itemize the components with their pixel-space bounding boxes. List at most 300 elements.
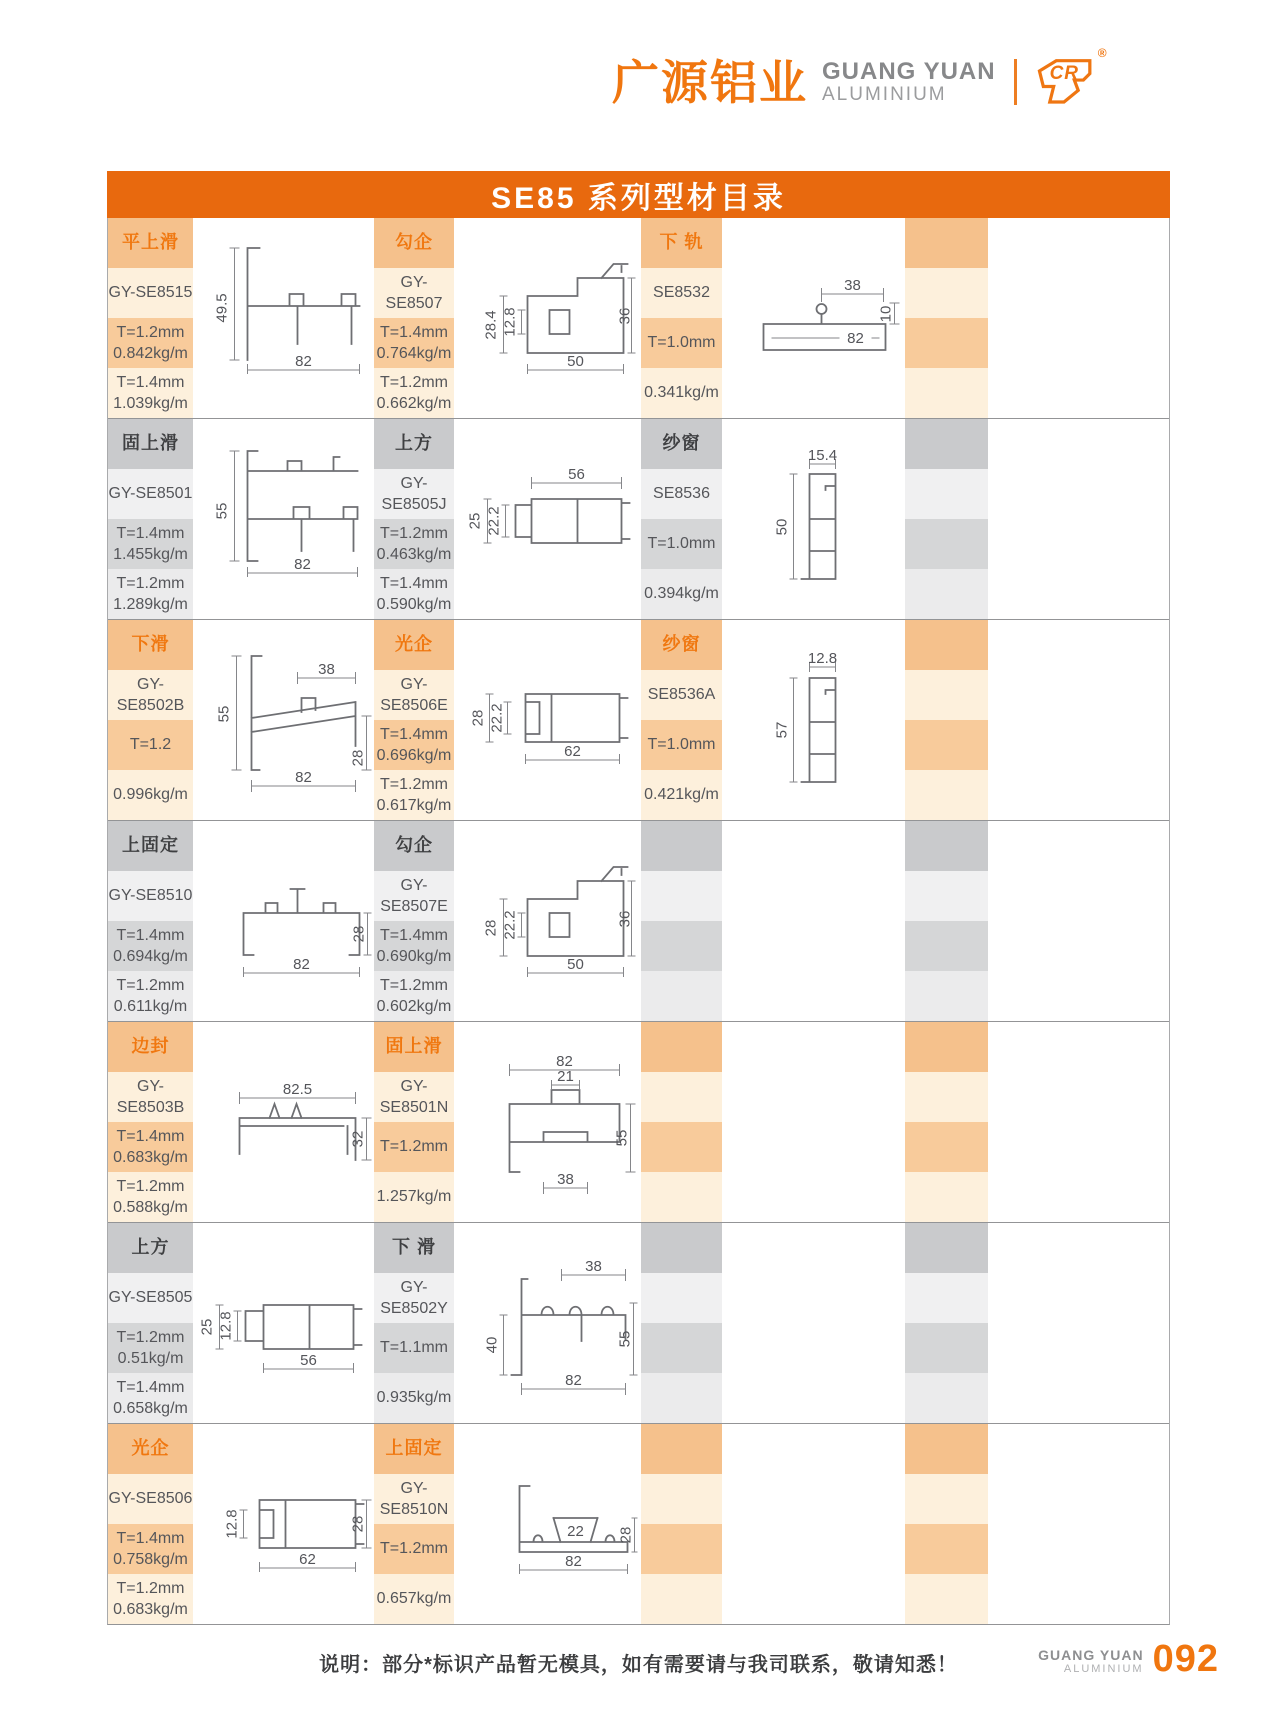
svg-text:55: 55 bbox=[215, 705, 233, 723]
profile-spec bbox=[108, 971, 193, 1021]
spec-line: 1.039kg/m bbox=[113, 395, 188, 412]
profile-category: 光企 bbox=[108, 1424, 193, 1474]
spec-line: 0.394kg/m bbox=[644, 585, 719, 603]
profile-spec bbox=[108, 770, 193, 820]
cross-section-drawing bbox=[193, 1223, 374, 1423]
profile-labels bbox=[108, 1424, 193, 1624]
empty-band bbox=[905, 1072, 988, 1122]
cross-section-drawing bbox=[454, 1223, 641, 1423]
profile-spec bbox=[374, 1574, 454, 1624]
svg-text:82: 82 bbox=[847, 330, 864, 347]
empty-drawing-area bbox=[988, 419, 1169, 619]
footer-brand-line2: ALUMINIUM bbox=[1063, 1663, 1144, 1676]
profile-category: 边封 bbox=[108, 1022, 193, 1072]
empty-band bbox=[905, 821, 988, 871]
empty-band bbox=[641, 1022, 722, 1072]
profile-spec bbox=[108, 1373, 193, 1423]
profile-drawing bbox=[454, 821, 641, 1021]
cross-section-drawing bbox=[193, 1424, 374, 1624]
profile-drawing bbox=[193, 1223, 374, 1423]
profile-spec bbox=[108, 569, 193, 619]
empty-band bbox=[905, 569, 988, 619]
svg-text:22.2: 22.2 bbox=[501, 910, 519, 940]
svg-text:32: 32 bbox=[349, 1130, 367, 1148]
brand-english-name bbox=[822, 59, 996, 104]
profile-labels-empty bbox=[905, 1424, 988, 1624]
profile-labels bbox=[108, 1223, 193, 1423]
svg-text:28: 28 bbox=[469, 709, 487, 727]
spec-line: T=1.0mm bbox=[647, 736, 716, 754]
empty-band bbox=[905, 1223, 988, 1273]
empty-band bbox=[905, 1373, 988, 1423]
spec-line: 0.421kg/m bbox=[644, 786, 719, 804]
brand-english-line1: GUANG YUAN bbox=[822, 58, 996, 86]
svg-text:21: 21 bbox=[557, 1068, 574, 1085]
empty-band bbox=[905, 1122, 988, 1172]
empty-band bbox=[905, 620, 988, 670]
empty-band bbox=[641, 1474, 722, 1524]
spec-line: T=1.2mm bbox=[379, 373, 448, 391]
svg-text:36: 36 bbox=[616, 307, 634, 325]
empty-drawing-area bbox=[722, 1022, 905, 1222]
cross-section-drawing bbox=[454, 620, 641, 820]
profile-spec bbox=[374, 971, 454, 1021]
cross-section-drawing bbox=[454, 821, 641, 1021]
empty-band bbox=[905, 268, 988, 318]
profile-category: 纱窗 bbox=[641, 419, 722, 469]
svg-text:55: 55 bbox=[616, 1330, 634, 1348]
empty-band bbox=[641, 1424, 722, 1474]
svg-text:82.5: 82.5 bbox=[282, 1081, 313, 1098]
profile-spec bbox=[374, 519, 454, 569]
spec-line: T=1.2mm bbox=[379, 976, 448, 994]
profile-labels bbox=[374, 620, 454, 820]
profile-labels bbox=[108, 419, 193, 619]
spec-line: T=1.2mm bbox=[116, 976, 185, 994]
svg-text:25: 25 bbox=[466, 512, 484, 530]
cross-section-drawing bbox=[722, 218, 905, 418]
svg-text:12.8: 12.8 bbox=[217, 1311, 235, 1341]
catalog-row-6 bbox=[108, 1223, 1169, 1424]
empty-band bbox=[641, 1574, 722, 1624]
spec-line: 0.658kg/m bbox=[113, 1400, 188, 1417]
svg-text:12.8: 12.8 bbox=[807, 650, 838, 667]
profile-labels bbox=[374, 218, 454, 418]
profile-category: 上方 bbox=[108, 1223, 193, 1273]
spec-line: T=1.0mm bbox=[647, 535, 716, 553]
empty-band bbox=[905, 1524, 988, 1574]
spec-line: T=1.2mm bbox=[379, 775, 448, 793]
svg-text:82: 82 bbox=[293, 956, 310, 973]
empty-drawing-area bbox=[722, 1424, 905, 1624]
spec-line: T=1.4mm bbox=[379, 725, 448, 743]
empty-drawing-area bbox=[988, 620, 1169, 820]
catalog-row-2 bbox=[108, 419, 1169, 620]
cross-section-drawing bbox=[193, 218, 374, 418]
spec-line: T=1.2mm bbox=[116, 1328, 185, 1346]
profile-spec bbox=[374, 569, 454, 619]
empty-band bbox=[641, 1323, 722, 1373]
svg-text:82: 82 bbox=[295, 353, 312, 370]
profile-labels bbox=[374, 821, 454, 1021]
svg-text:50: 50 bbox=[567, 956, 584, 973]
profile-spec bbox=[374, 720, 454, 770]
svg-text:62: 62 bbox=[564, 743, 581, 760]
profile-labels bbox=[108, 620, 193, 820]
svg-text:56: 56 bbox=[568, 466, 585, 483]
profile-labels-empty bbox=[905, 218, 988, 418]
profile-spec bbox=[641, 720, 722, 770]
profile-spec bbox=[108, 1122, 193, 1172]
profile-labels bbox=[641, 419, 722, 619]
profile-spec bbox=[108, 1172, 193, 1222]
profile-drawing bbox=[722, 620, 905, 820]
empty-band bbox=[905, 720, 988, 770]
spec-line: T=1.0mm bbox=[647, 334, 716, 352]
spec-line: 1.455kg/m bbox=[113, 546, 188, 563]
empty-band bbox=[641, 871, 722, 921]
profile-labels bbox=[374, 1424, 454, 1624]
profile-category: 下滑 bbox=[108, 620, 193, 670]
profile-code: SE8536 bbox=[641, 469, 722, 519]
empty-band bbox=[641, 821, 722, 871]
profile-labels-empty bbox=[905, 1223, 988, 1423]
svg-text:56: 56 bbox=[300, 1352, 317, 1369]
svg-text:22.2: 22.2 bbox=[488, 703, 506, 733]
empty-band bbox=[905, 419, 988, 469]
spec-line: T=1.2mm bbox=[116, 323, 185, 341]
empty-band bbox=[905, 1022, 988, 1072]
empty-drawing-area bbox=[988, 821, 1169, 1021]
profile-spec bbox=[641, 519, 722, 569]
cross-section-drawing bbox=[454, 218, 641, 418]
empty-band bbox=[641, 1122, 722, 1172]
profile-code: GY-SE8505J bbox=[374, 469, 454, 519]
profile-spec bbox=[641, 368, 722, 418]
empty-drawing-area bbox=[988, 1424, 1169, 1624]
catalog-row-5 bbox=[108, 1022, 1169, 1223]
profile-drawing bbox=[193, 620, 374, 820]
svg-text:55: 55 bbox=[613, 1129, 631, 1147]
svg-text:57: 57 bbox=[773, 721, 791, 739]
spec-line: T=1.2mm bbox=[379, 1138, 448, 1156]
empty-band bbox=[905, 318, 988, 368]
profile-spec bbox=[641, 569, 722, 619]
profile-drawing bbox=[193, 218, 374, 418]
profile-code: GY-SE8507 bbox=[374, 268, 454, 318]
profile-category: 平上滑 bbox=[108, 218, 193, 268]
profile-labels bbox=[108, 218, 193, 418]
svg-text:82: 82 bbox=[295, 769, 312, 786]
svg-text:82: 82 bbox=[556, 1053, 573, 1070]
profile-code: SE8532 bbox=[641, 268, 722, 318]
profile-labels-empty bbox=[641, 821, 722, 1021]
profile-labels bbox=[641, 620, 722, 820]
empty-band bbox=[905, 871, 988, 921]
cross-section-drawing bbox=[454, 1022, 641, 1222]
profile-spec bbox=[108, 318, 193, 368]
svg-text:38: 38 bbox=[585, 1258, 602, 1275]
spec-line: 0.662kg/m bbox=[376, 395, 452, 412]
svg-text:12.8: 12.8 bbox=[223, 1509, 241, 1539]
spec-line: 0.683kg/m bbox=[113, 1149, 188, 1166]
empty-band bbox=[905, 770, 988, 820]
spec-line: 0.758kg/m bbox=[113, 1551, 188, 1568]
profile-drawing bbox=[722, 218, 905, 418]
profile-spec bbox=[641, 318, 722, 368]
profile-drawing bbox=[722, 419, 905, 619]
profile-code: GY-SE8505 bbox=[108, 1273, 193, 1323]
spec-line: T=1.4mm bbox=[116, 1529, 185, 1547]
header-divider bbox=[1014, 59, 1017, 105]
profile-labels bbox=[374, 1223, 454, 1423]
empty-band bbox=[641, 1524, 722, 1574]
profile-category: 上固定 bbox=[374, 1424, 454, 1474]
brand-english-line2: ALUMINIUM bbox=[822, 83, 947, 105]
profile-category: 纱窗 bbox=[641, 620, 722, 670]
profile-labels-empty bbox=[905, 1022, 988, 1222]
svg-text:55: 55 bbox=[213, 502, 231, 520]
empty-drawing-area bbox=[722, 1223, 905, 1423]
empty-band bbox=[905, 921, 988, 971]
svg-text:50: 50 bbox=[773, 518, 791, 536]
profile-spec bbox=[374, 1323, 454, 1373]
profile-labels-empty bbox=[641, 1022, 722, 1222]
empty-band bbox=[905, 469, 988, 519]
profile-spec bbox=[374, 1122, 454, 1172]
profile-code: GY-SE8506 bbox=[108, 1474, 193, 1524]
spec-line: T=1.4mm bbox=[116, 926, 185, 944]
spec-line: 0.690kg/m bbox=[376, 948, 452, 965]
profile-category: 上固定 bbox=[108, 821, 193, 871]
spec-line: 0.842kg/m bbox=[113, 345, 188, 362]
profile-drawing bbox=[193, 419, 374, 619]
profile-spec bbox=[108, 1323, 193, 1373]
cross-section-drawing bbox=[193, 620, 374, 820]
empty-band bbox=[905, 1574, 988, 1624]
cross-section-drawing bbox=[193, 1022, 374, 1222]
profile-labels bbox=[374, 419, 454, 619]
svg-text:50: 50 bbox=[567, 353, 584, 370]
profile-category: 勾企 bbox=[374, 821, 454, 871]
spec-line: 0.657kg/m bbox=[376, 1590, 452, 1608]
profile-category: 固上滑 bbox=[108, 419, 193, 469]
empty-band bbox=[905, 1474, 988, 1524]
empty-band bbox=[641, 971, 722, 1021]
profile-spec bbox=[374, 318, 454, 368]
svg-text:82: 82 bbox=[565, 1372, 582, 1389]
empty-drawing-area bbox=[988, 1223, 1169, 1423]
svg-text:28: 28 bbox=[617, 1526, 635, 1544]
svg-text:36: 36 bbox=[616, 910, 634, 928]
catalog-row-7 bbox=[108, 1424, 1169, 1624]
page-header bbox=[612, 44, 1107, 120]
page-number: 092 bbox=[1152, 1638, 1219, 1680]
catalog bbox=[107, 171, 1170, 1625]
registered-trademark: ® bbox=[1097, 46, 1107, 60]
profile-drawing bbox=[454, 1022, 641, 1222]
spec-line: T=1.2mm bbox=[379, 524, 448, 542]
profile-drawing bbox=[454, 620, 641, 820]
profile-category: 下 轨 bbox=[641, 218, 722, 268]
svg-text:22: 22 bbox=[567, 1523, 584, 1540]
profile-labels-empty bbox=[641, 1223, 722, 1423]
spec-line: T=1.1mm bbox=[379, 1339, 448, 1357]
cross-section-drawing bbox=[454, 1424, 641, 1624]
svg-text:25: 25 bbox=[198, 1318, 216, 1336]
profile-labels-empty bbox=[905, 821, 988, 1021]
spec-line: 0.694kg/m bbox=[113, 948, 188, 965]
profile-category: 下 滑 bbox=[374, 1223, 454, 1273]
spec-line: 0.683kg/m bbox=[113, 1601, 188, 1618]
profile-labels bbox=[374, 1022, 454, 1222]
profile-labels bbox=[641, 218, 722, 418]
profile-labels bbox=[108, 821, 193, 1021]
empty-band bbox=[641, 1273, 722, 1323]
spec-line: T=1.2mm bbox=[116, 1177, 185, 1195]
footer-brand-line1: GUANG YUAN bbox=[1038, 1646, 1144, 1663]
empty-band bbox=[905, 1323, 988, 1373]
footer-page-block bbox=[1038, 1638, 1219, 1681]
spec-line: 0.996kg/m bbox=[113, 786, 188, 804]
profile-spec bbox=[374, 770, 454, 820]
spec-line: 0.463kg/m bbox=[376, 546, 452, 563]
profile-spec bbox=[374, 921, 454, 971]
spec-line: 0.588kg/m bbox=[113, 1199, 188, 1216]
footer-brand bbox=[1038, 1648, 1143, 1675]
spec-line: T=1.4mm bbox=[116, 373, 185, 391]
empty-band bbox=[641, 1172, 722, 1222]
profile-category: 上方 bbox=[374, 419, 454, 469]
spec-line: 0.341kg/m bbox=[644, 384, 719, 402]
profile-code: GY-SE8506E bbox=[374, 670, 454, 720]
spec-line: T=1.2mm bbox=[379, 1540, 448, 1558]
spec-line: 0.696kg/m bbox=[376, 747, 452, 764]
profile-spec bbox=[374, 1172, 454, 1222]
cross-section-drawing bbox=[454, 419, 641, 619]
catalog-title: SE85 系列型材目录 bbox=[107, 171, 1170, 218]
cross-section-drawing bbox=[193, 821, 374, 1021]
profile-spec bbox=[108, 368, 193, 418]
empty-drawing-area bbox=[722, 821, 905, 1021]
svg-text:40: 40 bbox=[483, 1336, 501, 1354]
spec-line: T=1.4mm bbox=[379, 323, 448, 341]
profile-spec bbox=[108, 1524, 193, 1574]
svg-text:15.4: 15.4 bbox=[807, 447, 838, 464]
profile-labels-empty bbox=[905, 620, 988, 820]
spec-line: T=1.4mm bbox=[379, 574, 448, 592]
spec-line: 0.764kg/m bbox=[376, 345, 452, 362]
profile-labels-empty bbox=[905, 419, 988, 619]
svg-text:28: 28 bbox=[349, 749, 367, 767]
profile-spec bbox=[641, 770, 722, 820]
svg-text:62: 62 bbox=[299, 1551, 316, 1568]
profile-labels bbox=[108, 1022, 193, 1222]
footer-note: 说明：部分*标识产品暂无模具，如有需要请与我司联系，敬请知悉！ bbox=[319, 1654, 958, 1676]
profile-drawing bbox=[193, 1424, 374, 1624]
profile-category: 固上滑 bbox=[374, 1022, 454, 1072]
profile-drawing bbox=[193, 1022, 374, 1222]
logo-letters: CR bbox=[1049, 63, 1080, 84]
svg-text:28: 28 bbox=[349, 1515, 367, 1533]
profile-drawing bbox=[454, 218, 641, 418]
cross-section-drawing bbox=[193, 419, 374, 619]
spec-line: 1.289kg/m bbox=[113, 596, 188, 613]
svg-text:49.5: 49.5 bbox=[213, 293, 231, 323]
catalog-row-4 bbox=[108, 821, 1169, 1022]
catalog-grid bbox=[107, 218, 1170, 1625]
profile-code: GY-SE8503B bbox=[108, 1072, 193, 1122]
spec-line: T=1.2 bbox=[129, 736, 172, 754]
svg-text:38: 38 bbox=[844, 277, 861, 294]
profile-category: 光企 bbox=[374, 620, 454, 670]
profile-labels-empty bbox=[641, 1424, 722, 1624]
empty-drawing-area bbox=[988, 218, 1169, 418]
spec-line: 1.257kg/m bbox=[376, 1188, 452, 1206]
profile-spec bbox=[374, 1524, 454, 1574]
profile-drawing bbox=[454, 1223, 641, 1423]
svg-text:10: 10 bbox=[877, 305, 895, 323]
svg-text:28: 28 bbox=[350, 925, 368, 943]
svg-text:28.4: 28.4 bbox=[482, 310, 500, 340]
svg-text:22.2: 22.2 bbox=[485, 506, 503, 536]
empty-band bbox=[905, 670, 988, 720]
empty-band bbox=[905, 218, 988, 268]
profile-code: GY-SE8501N bbox=[374, 1072, 454, 1122]
profile-code: GY-SE8515 bbox=[108, 268, 193, 318]
empty-band bbox=[641, 921, 722, 971]
spec-line: T=1.4mm bbox=[116, 524, 185, 542]
profile-drawing bbox=[454, 1424, 641, 1624]
svg-text:82: 82 bbox=[565, 1553, 582, 1570]
spec-line: 0.617kg/m bbox=[376, 797, 452, 814]
spec-line: T=1.2mm bbox=[116, 574, 185, 592]
empty-band bbox=[905, 519, 988, 569]
spec-line: 0.935kg/m bbox=[376, 1389, 452, 1407]
profile-code: GY-SE8502Y bbox=[374, 1273, 454, 1323]
catalog-row-1 bbox=[108, 218, 1169, 419]
profile-spec bbox=[108, 921, 193, 971]
profile-drawing bbox=[193, 821, 374, 1021]
empty-band bbox=[641, 1072, 722, 1122]
svg-text:38: 38 bbox=[318, 661, 335, 678]
empty-band bbox=[641, 1223, 722, 1273]
profile-code: GY-SE8510N bbox=[374, 1474, 454, 1524]
company-logo-icon bbox=[1033, 46, 1107, 110]
spec-line: 0.602kg/m bbox=[376, 998, 452, 1015]
profile-code: GY-SE8507E bbox=[374, 871, 454, 921]
svg-text:12.8: 12.8 bbox=[501, 307, 519, 337]
spec-line: T=1.4mm bbox=[379, 926, 448, 944]
profile-code: GY-SE8501 bbox=[108, 469, 193, 519]
empty-band bbox=[905, 971, 988, 1021]
catalog-row-3 bbox=[108, 620, 1169, 821]
spec-line: T=1.2mm bbox=[116, 1579, 185, 1597]
profile-spec bbox=[108, 720, 193, 770]
profile-spec bbox=[374, 368, 454, 418]
spec-line: 0.611kg/m bbox=[113, 998, 188, 1015]
profile-drawing bbox=[454, 419, 641, 619]
cross-section-drawing bbox=[722, 620, 905, 820]
spec-line: 0.590kg/m bbox=[376, 596, 452, 613]
empty-band bbox=[641, 1373, 722, 1423]
empty-band bbox=[905, 368, 988, 418]
profile-category: 勾企 bbox=[374, 218, 454, 268]
profile-spec bbox=[108, 519, 193, 569]
empty-band bbox=[905, 1424, 988, 1474]
profile-code: SE8536A bbox=[641, 670, 722, 720]
empty-band bbox=[905, 1273, 988, 1323]
